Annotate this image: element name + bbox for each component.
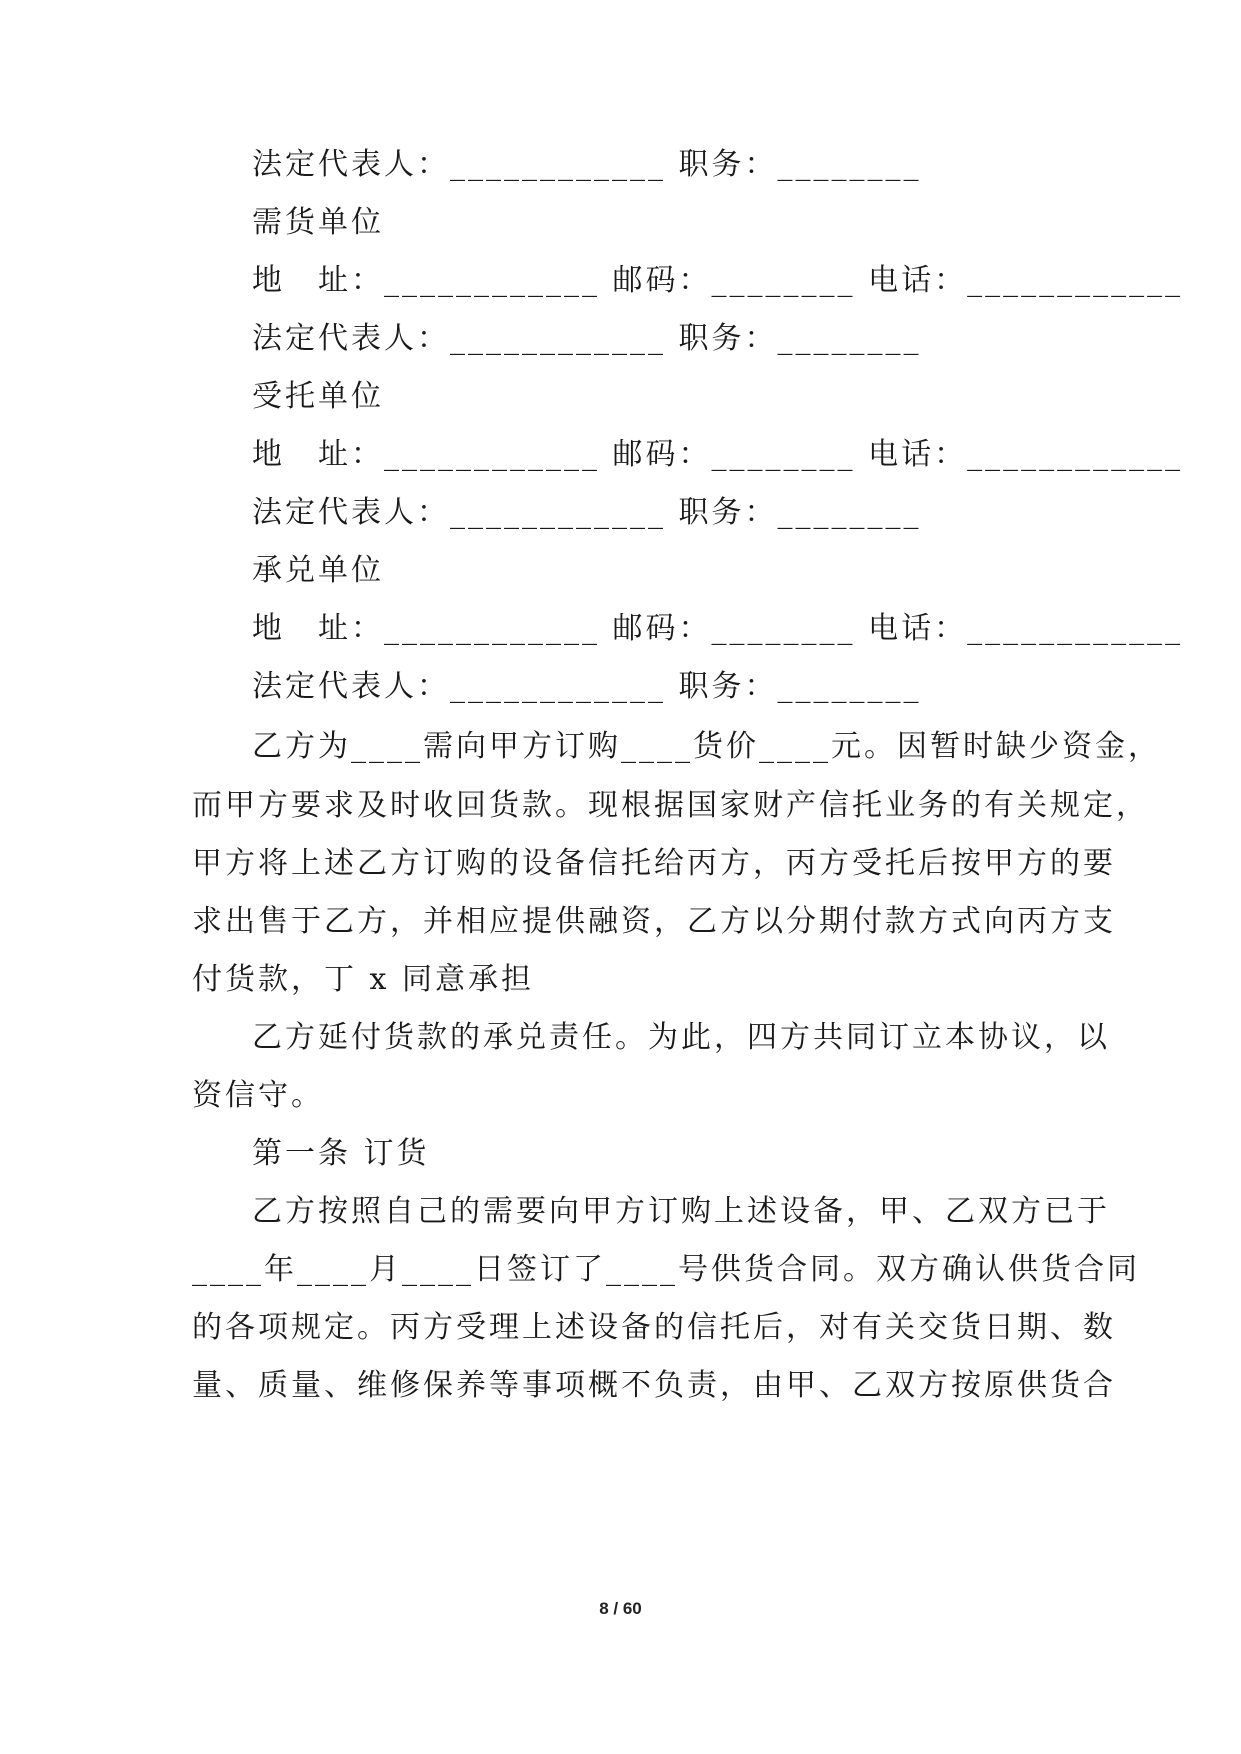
paragraph-line: 的各项规定。丙方受理上述设备的信托后，对有关交货日期、数	[192, 1310, 1116, 1345]
paragraph-line: 甲方将上述乙方订购的设备信托给丙方，丙方受托后按甲方的要	[192, 846, 1116, 881]
paragraph-line: 乙方为____需向甲方订购____货价____元。因暂时缺少资金，	[252, 729, 1161, 764]
legal-rep-line: 法定代表人：____________ 职务：________	[252, 669, 922, 704]
paragraph-line: 而甲方要求及时收回货款。现根据国家财产信托业务的有关规定，	[192, 788, 1149, 823]
paragraph-line: 量、质量、维修保养等事项概不负责，由甲、乙双方按原供货合	[192, 1368, 1116, 1403]
address-line: 地 址：____________ 邮码：________ 电话：____________	[252, 611, 1184, 646]
paragraph-line: 乙方延付货款的承兑责任。为此，四方共同订立本协议，以	[252, 1020, 1110, 1055]
article-heading: 第一条 订货	[252, 1136, 430, 1171]
section-heading-demand-unit: 需货单位	[252, 205, 384, 240]
legal-rep-line: 法定代表人：____________ 职务：________	[252, 495, 922, 530]
paragraph-line: 求出售于乙方，并相应提供融资，乙方以分期付款方式向丙方支	[192, 904, 1116, 939]
section-heading-trustee-unit: 受托单位	[252, 379, 384, 414]
page-number: 8 / 60	[599, 1599, 642, 1618]
paragraph-line: 乙方按照自己的需要向甲方订购上述设备，甲、乙双方已于	[252, 1194, 1110, 1229]
address-line: 地 址：____________ 邮码：________ 电话：____________	[252, 263, 1184, 298]
section-heading-acceptance-unit: 承兑单位	[252, 553, 384, 588]
legal-rep-line: 法定代表人：____________ 职务：________	[252, 321, 922, 356]
address-line: 地 址：____________ 邮码：________ 电话：____________	[252, 437, 1184, 472]
paragraph-line: ____年____月____日签订了____号供货合同。双方确认供货合同	[192, 1252, 1140, 1287]
legal-rep-line: 法定代表人：____________ 职务：________	[252, 147, 922, 182]
paragraph-line: 资信守。	[192, 1078, 324, 1113]
paragraph-line: 付货款，丁 x 同意承担	[192, 962, 534, 997]
